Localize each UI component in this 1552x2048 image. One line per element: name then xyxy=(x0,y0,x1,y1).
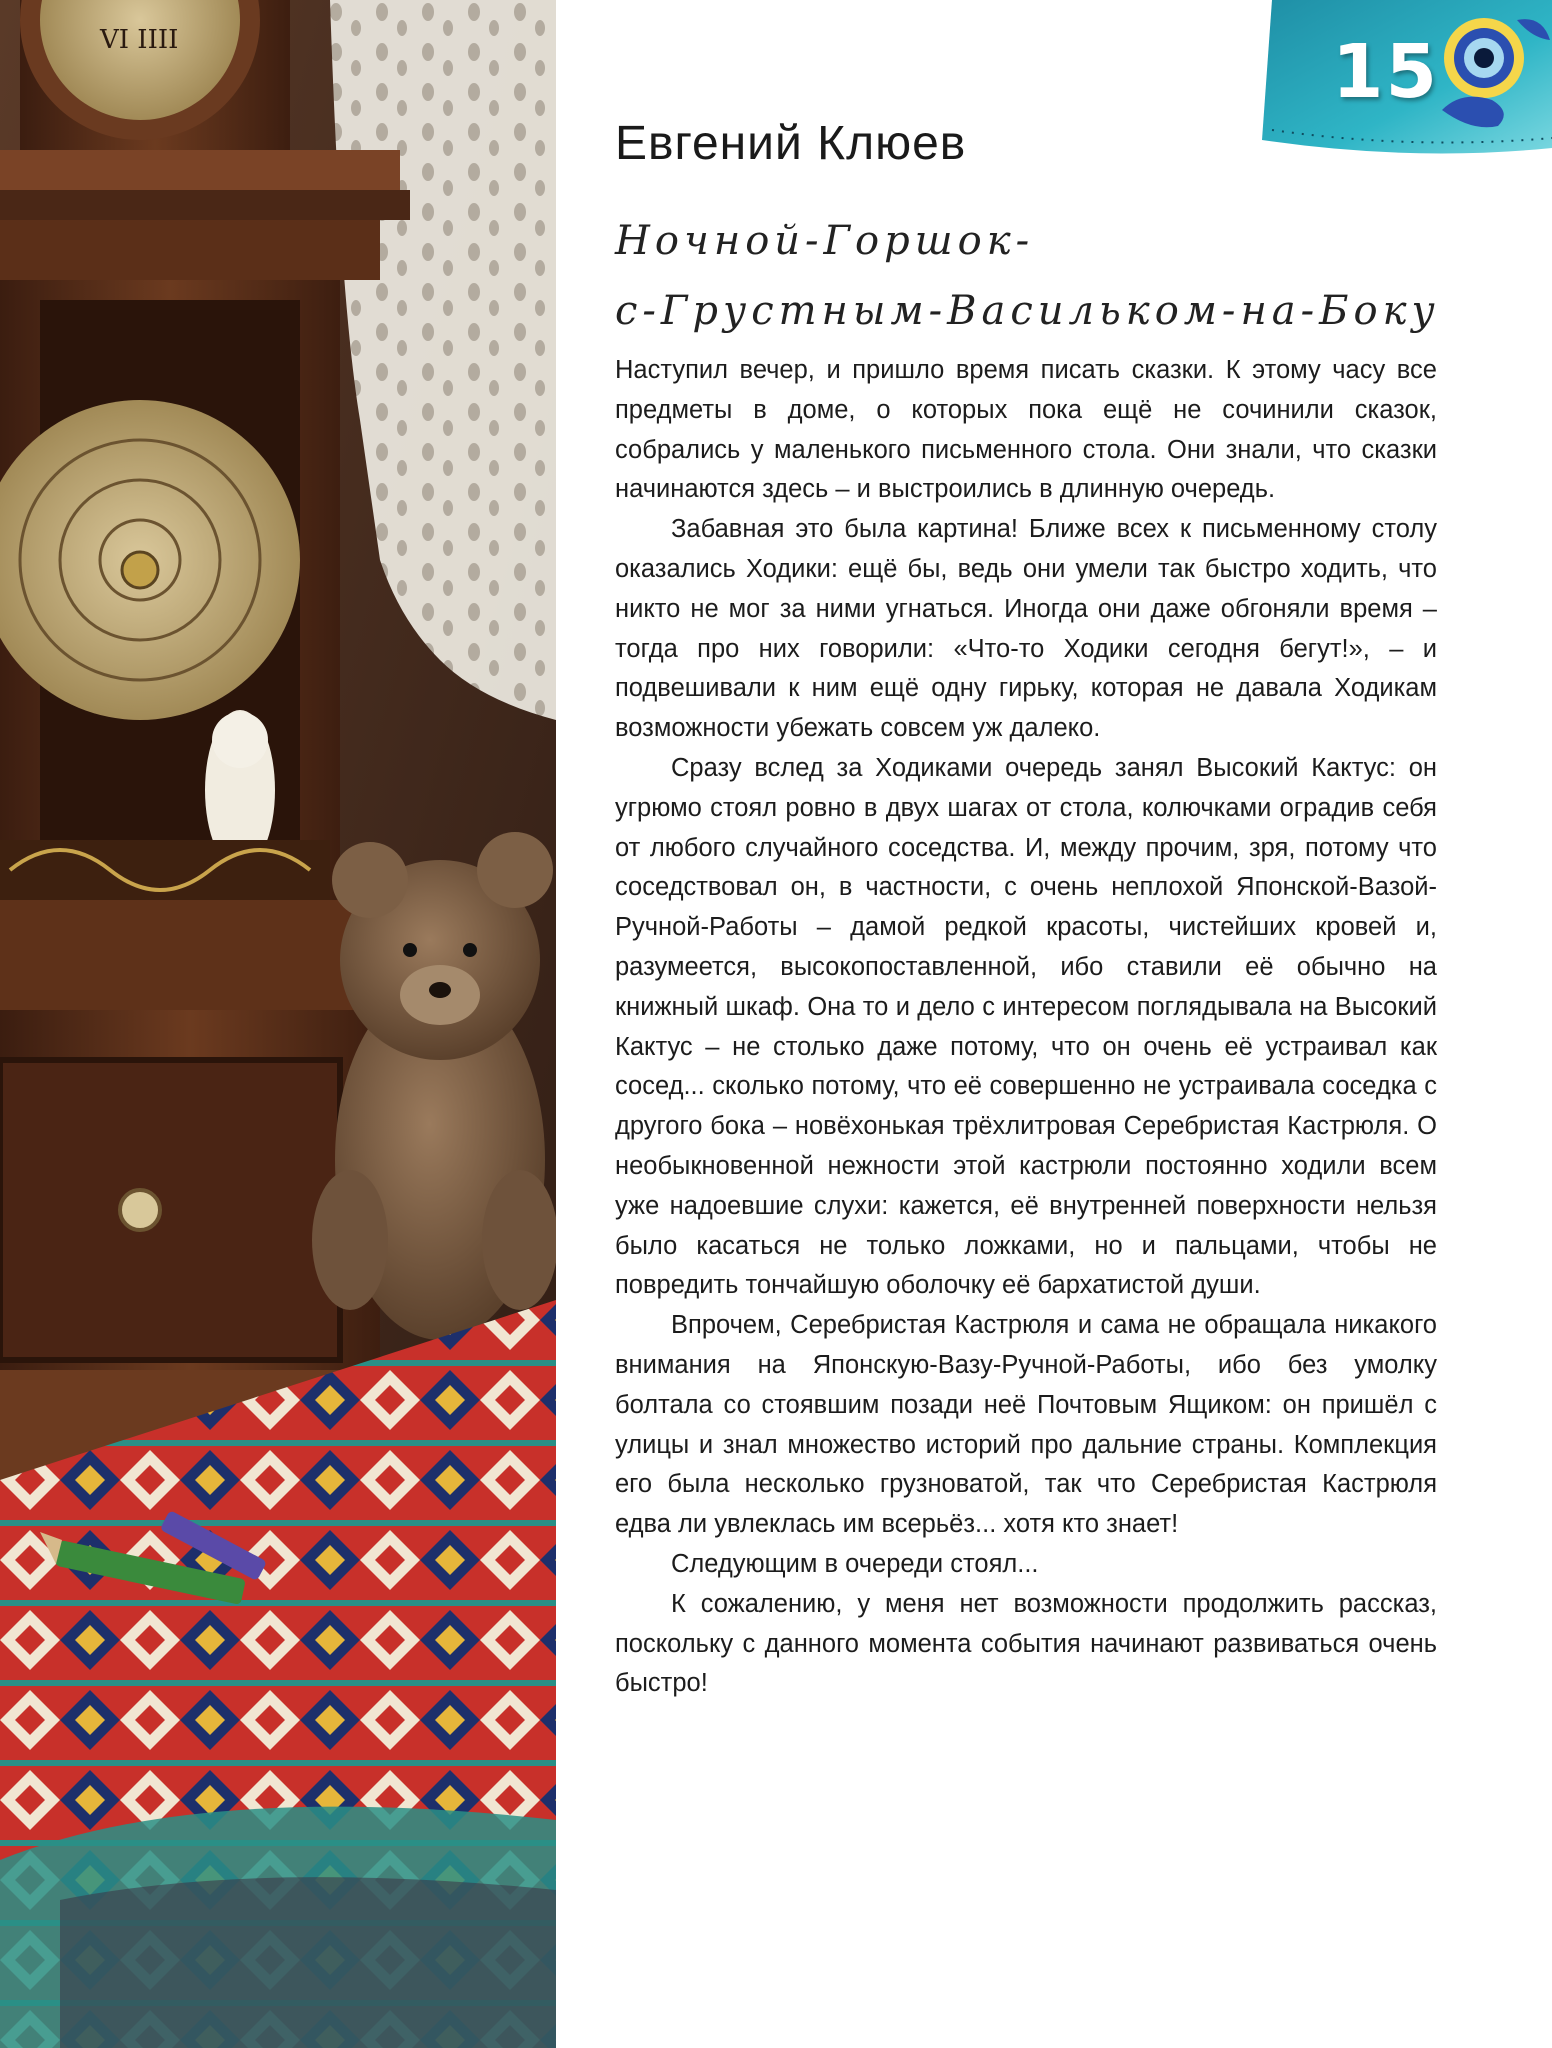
author-name: Евгений Клюев xyxy=(615,117,967,170)
story-body xyxy=(615,351,1437,1704)
paragraph: Следующим в очереди стоял... xyxy=(671,1549,1039,1578)
illustration-photo xyxy=(0,0,556,2048)
paragraph: К сожалению, у меня нет возможности продолжить рассказ, поскольку с данного момента события начинают развиваться очень быстро! xyxy=(615,1589,1437,1698)
teddy-bear-icon xyxy=(312,832,556,1340)
svg-text:VI IIII: VI IIII xyxy=(100,25,179,55)
paragraph: Забавная это была картина! Ближе всех к письменному столу оказались Ходики: ещё бы, ведь они умели так быстро ходить, что никто не мог за ними угнаться. Иногда они даже обгоняли время – тогда про них говорили: «Что-то Ходики сегодня бегут!», – и подвешивали к ним ещё одну гирьку, которая не давала Ходикам возможности убежать совсем уж далеко. xyxy=(615,515,1437,743)
page-number: 15 xyxy=(1332,29,1439,115)
story-title xyxy=(615,206,1495,346)
illustration-svg xyxy=(0,0,556,2048)
story-title-line: Ночной-Горшок- xyxy=(615,218,1035,264)
drawer-knob xyxy=(120,1190,160,1230)
story-title-line: с-Грустным-Васильком-на-Боку xyxy=(615,288,1440,334)
paragraph: Впрочем, Серебристая Кастрюля и сама не обращала никакого внимания на Японскую-Вазу-Ручной-Работы, ибо без умолку болтала со стоявшим позади неё Почтовым Ящиком: он пришёл с улицы и знал множество историй про дальние страны. Комплекция его была несколько грузноватой, так что Серебристая Кастрюля едва ли увлеклась им всерьёз... хотя кто знает! xyxy=(615,1311,1437,1539)
paragraph: Сразу вслед за Ходиками очередь занял Высокий Кактус: он угрюмо стоял ровно в двух шагах от стола, колючками оградив себя от любого случайного соседства. И, между прочим, зря, потому что соседствовал он, в частности, с очень неплохой Японской-Вазой-Ручной-Работы – дамой редкой красоты, чистейших кровей и, разумеется, высокопоставленной, ибо ставили её обычно на книжный шкаф. Она то и дело с интересом поглядывала на Высокий Кактус – не столько даже потому, что он очень её устраивал как сосед... сколько потому, что её совершенно не устраивала соседка с другого бока – новёхонькая трёхлитровая Серебристая Кастрюля. О необыкновенной нежности этой кастрюли постоянно ходили всем уже надоевшие слухи: кажется, её внутренней поверхности нельзя было касаться не только ложками, но и пальцами, чтобы не повредить тончайшую оболочку её бархатистой души. xyxy=(615,753,1437,1300)
paragraph: Наступил вечер, и пришло время писать сказки. К этому часу все предметы в доме, о которых пока ещё не сочинили сказок, собрались у маленького письменного стола. Они знали, что сказки начинаются здесь – и выстроились в длинную очередь. xyxy=(615,356,1437,504)
